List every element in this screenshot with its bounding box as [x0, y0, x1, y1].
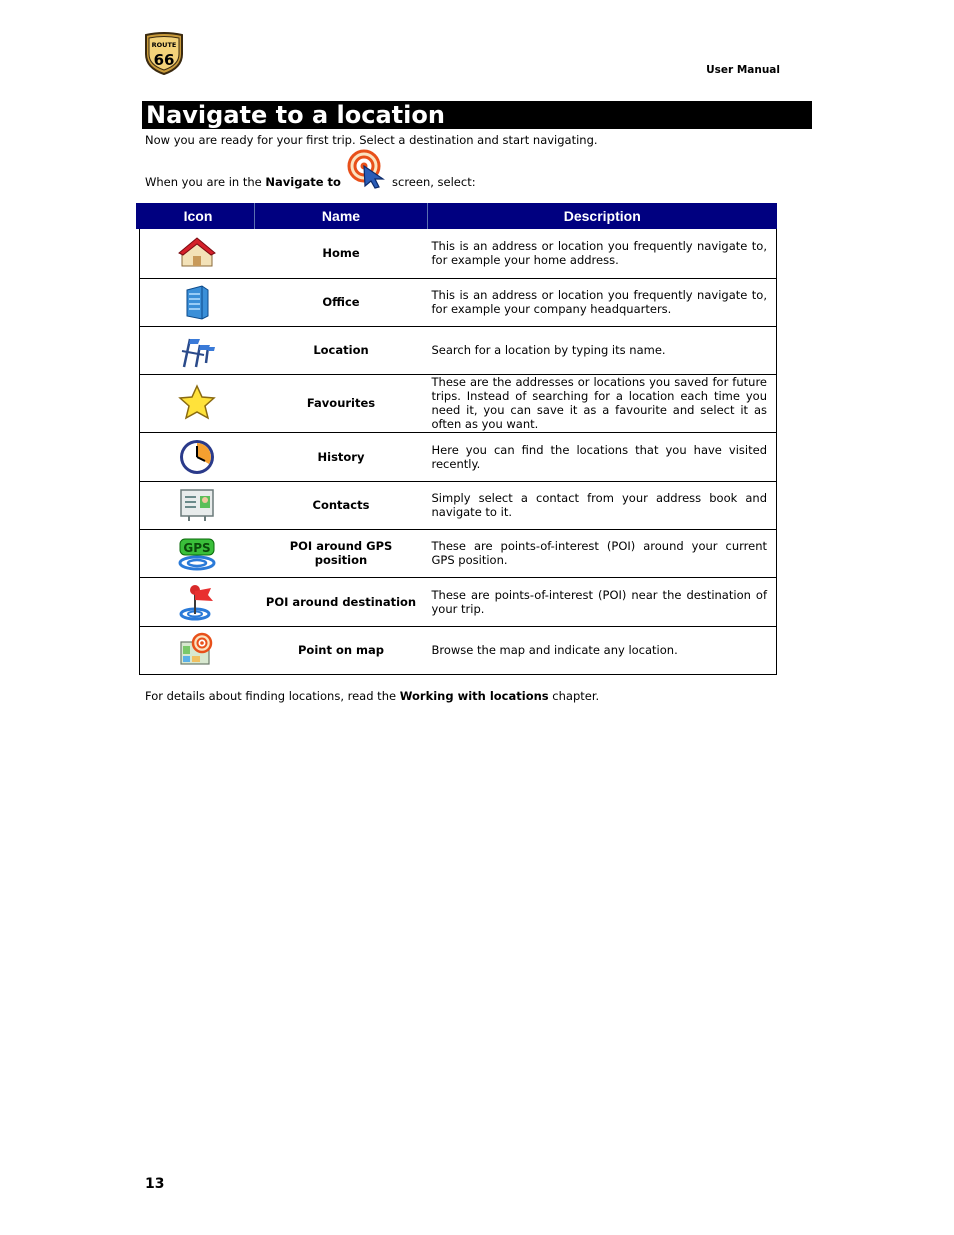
- header-icon: Icon: [139, 203, 255, 229]
- svg-text:66: 66: [153, 51, 175, 69]
- header-description: Description: [428, 203, 777, 229]
- navigate-instruction: [145, 175, 341, 189]
- table-row-favourites: [139, 374, 777, 432]
- footnote: [145, 689, 599, 703]
- option-name: Home: [255, 229, 428, 278]
- option-name: Point on map: [255, 626, 428, 674]
- option-description: Search for a location by typing its name.: [428, 326, 777, 374]
- option-description: This is an address or location you frequently navigate to, for example your home address.: [428, 229, 777, 278]
- option-name: History: [255, 432, 428, 481]
- svg-text:ROUTE: ROUTE: [151, 41, 177, 49]
- instruction-bold: Navigate to: [265, 175, 341, 189]
- star-icon: [139, 374, 255, 432]
- option-description: These are the addresses or locations you saved for future trips. Instead of searching for a location each time you need it, you can save it as a favourite and select it as often as you want.: [428, 374, 777, 432]
- clock-icon: [139, 432, 255, 481]
- table-row-home: [139, 229, 777, 278]
- table-row-point-on-map: [139, 626, 777, 674]
- table-row-poi-gps: [139, 529, 777, 577]
- option-name: POI around GPS position: [255, 529, 428, 577]
- document-label: User Manual: [706, 64, 780, 76]
- option-name: POI around destination: [255, 577, 428, 626]
- page-number: 13: [145, 1176, 165, 1192]
- office-icon: [139, 278, 255, 326]
- option-description: This is an address or location you frequently navigate to, for example your company headquarters.: [428, 278, 777, 326]
- option-description: Simply select a contact from your address book and navigate to it.: [428, 481, 777, 529]
- page-title: Navigate to a location: [146, 101, 445, 129]
- option-description: Browse the map and indicate any location.: [428, 626, 777, 674]
- contact-card-icon: [139, 481, 255, 529]
- table-row-location: [139, 326, 777, 374]
- navigate-to-icon: [347, 149, 387, 189]
- route66-logo: [143, 32, 185, 75]
- instruction-before: When you are in the: [145, 175, 266, 189]
- option-name: Contacts: [255, 481, 428, 529]
- option-description: Here you can find the locations that you have visited recently.: [428, 432, 777, 481]
- option-name: Location: [255, 326, 428, 374]
- svg-text:GPS: GPS: [183, 541, 211, 555]
- intro-text: Now you are ready for your first trip. Select a destination and start navigating.: [145, 133, 598, 147]
- chapter-reference: Working with locations: [399, 689, 549, 703]
- table-row-poi-destination: [139, 577, 777, 626]
- table-row-contacts: [139, 481, 777, 529]
- map-point-icon: [139, 626, 255, 674]
- footnote-after: chapter.: [548, 689, 600, 703]
- gps-icon: [139, 529, 255, 577]
- navigate-options-table: [136, 203, 777, 675]
- option-description: These are points-of-interest (POI) near the destination of your trip.: [428, 577, 777, 626]
- table-header-row: [139, 203, 777, 229]
- option-description: These are points-of-interest (POI) around your current GPS position.: [428, 529, 777, 577]
- instruction-after: screen, select:: [392, 175, 476, 189]
- page-title-bar: [142, 101, 812, 129]
- option-name: Favourites: [255, 374, 428, 432]
- option-name: Office: [255, 278, 428, 326]
- table-row-office: [139, 278, 777, 326]
- destination-flag-icon: [139, 577, 255, 626]
- header-name: Name: [255, 203, 428, 229]
- table-row-history: [139, 432, 777, 481]
- location-flags-icon: [139, 326, 255, 374]
- footnote-before: For details about finding locations, read the: [145, 689, 400, 703]
- home-icon: [139, 229, 255, 278]
